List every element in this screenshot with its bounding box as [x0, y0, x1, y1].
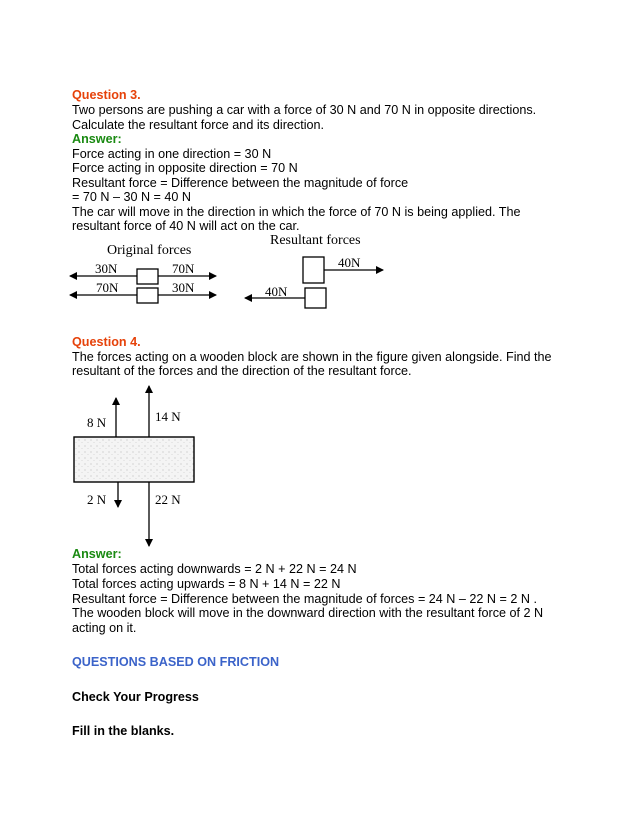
force-label: 2 N — [87, 492, 107, 507]
answer-line: The wooden block will move in the downward direction with the resultant force of 2 N — [72, 606, 544, 620]
answer-line: resultant force of 40 N will act on the car. — [72, 219, 300, 233]
force-label: 8 N — [87, 415, 107, 430]
section-title: QUESTIONS BASED ON FRICTION — [72, 655, 280, 669]
force-label: 30N — [172, 280, 195, 295]
answer-line: Total forces acting upwards = 8 N + 14 N = 22 N — [72, 577, 341, 591]
answer-line: Total forces acting downwards = 2 N + 22 N = 24 N — [72, 562, 357, 576]
question-3-heading: Question 3. — [72, 88, 141, 102]
force-label: 14 N — [155, 409, 181, 424]
force-label: 70N — [172, 261, 195, 276]
force-label: 30N — [95, 261, 118, 276]
question-4-heading: Question 4. — [72, 335, 141, 349]
answer-line: The car will move in the direction in which the force of 70 N is being applied. The — [72, 205, 521, 219]
answer-label: Answer: — [72, 132, 122, 146]
answer-line: Resultant force = Difference between the magnitude of force — [72, 176, 409, 190]
force-label: 22 N — [155, 492, 181, 507]
subheading: Check Your Progress — [72, 690, 199, 704]
answer-line: acting on it. — [72, 621, 137, 635]
answer-line: Force acting in opposite direction = 70 N — [72, 161, 298, 175]
original-forces-label: Original forces — [107, 243, 192, 258]
force-label: 70N — [96, 280, 119, 295]
answer-line: = 70 N – 30 N = 40 N — [72, 190, 192, 204]
question-4-text: The forces acting on a wooden block are shown in the figure given alongside. Find the — [72, 350, 552, 364]
answer-line: Resultant force = Difference between the magnitude of forces = 24 N – 22 N = 2 N . — [72, 592, 537, 606]
question-3-text: Calculate the resultant force and its direction. — [72, 118, 325, 132]
answer-label: Answer: — [72, 547, 122, 561]
resultant-forces-label: Resultant forces — [270, 233, 361, 248]
answer-line: Force acting in one direction = 30 N — [72, 147, 272, 161]
wooden-block — [74, 437, 194, 482]
subheading: Fill in the blanks. — [72, 724, 175, 738]
force-label: 40N — [265, 284, 288, 299]
force-label: 40N — [338, 255, 361, 270]
question-4-text: resultant of the forces and the direction of the resultant force. — [72, 364, 412, 378]
question-3-text: Two persons are pushing a car with a force of 30 N and 70 N in opposite directions. — [72, 103, 537, 117]
